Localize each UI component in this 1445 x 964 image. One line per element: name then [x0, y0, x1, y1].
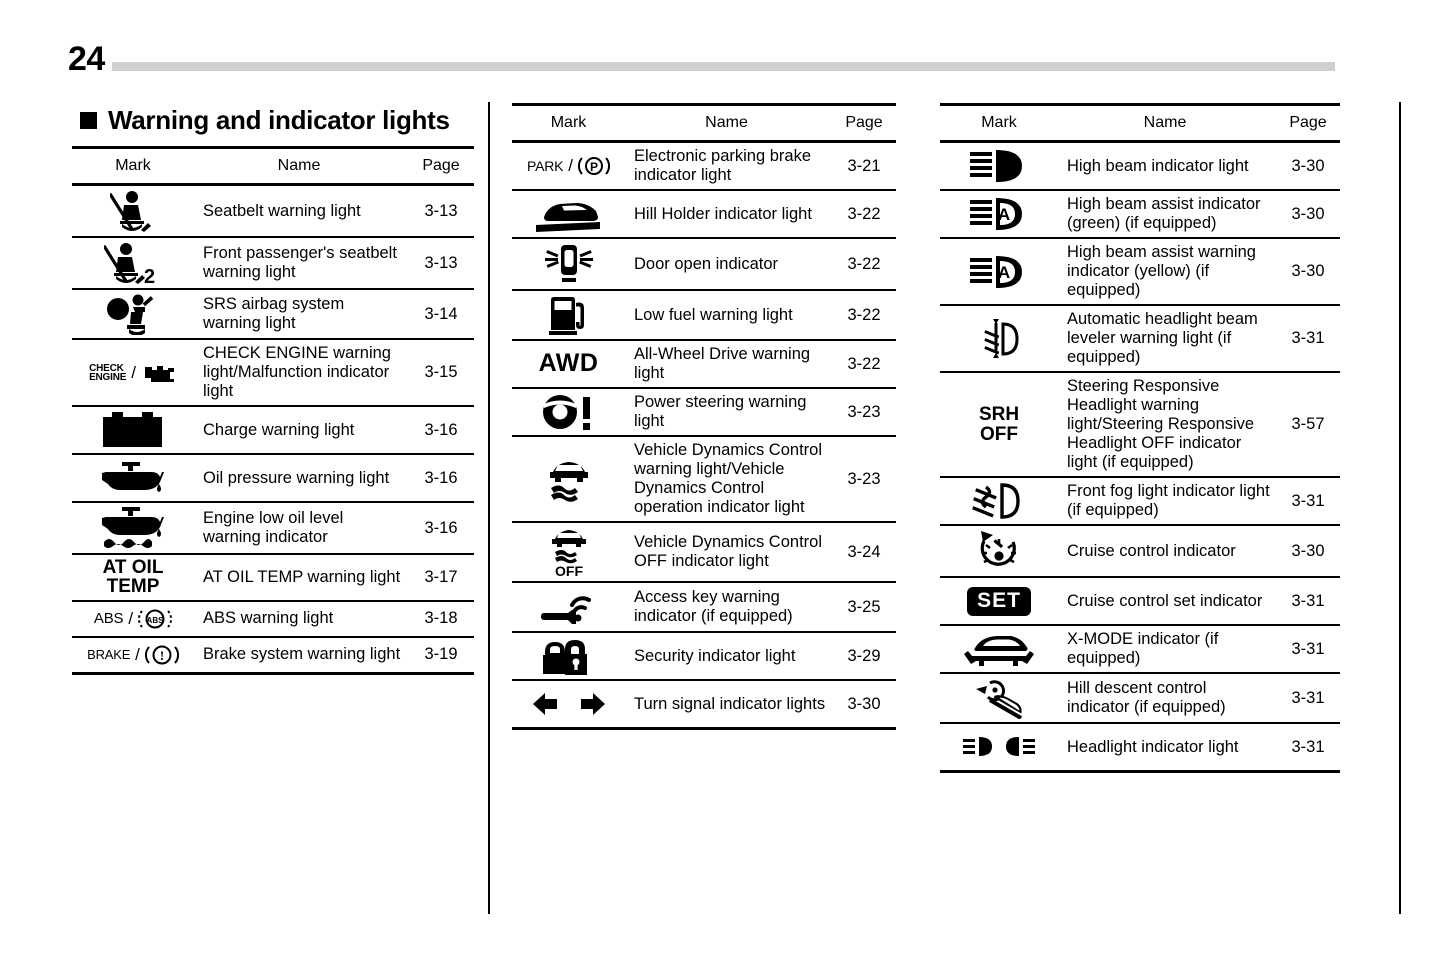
table-row — [940, 238, 1340, 305]
page-cell: 3-13 — [424, 253, 458, 272]
name-cell: Access key warning indicator (if equipped) — [634, 588, 793, 625]
svg-text:ABS: ABS — [146, 615, 164, 625]
access-key-icon — [514, 586, 623, 628]
mark-cell — [512, 142, 625, 191]
table-row — [940, 477, 1340, 525]
table-body-3 — [940, 142, 1340, 772]
page-cell: 3-23 — [847, 469, 881, 488]
name-cell: Low fuel warning light — [634, 305, 793, 324]
page-cell: 3-19 — [424, 645, 458, 664]
header-mark: Mark — [981, 114, 1017, 131]
name-cell: Vehicle Dynamics Control warning light/Vehicle Dynamics Control operation indicator light — [634, 441, 822, 516]
svg-text:2: 2 — [144, 266, 156, 285]
headlight-indicator-icon — [942, 727, 1056, 767]
warning-lights-table-1 — [72, 146, 474, 675]
table-header-row — [72, 148, 474, 185]
table-header-1 — [72, 148, 474, 185]
mark-cell — [940, 372, 1058, 477]
table-body-1 — [72, 185, 474, 674]
check-engine-icon — [74, 361, 192, 385]
table-row — [512, 238, 896, 290]
table-row — [512, 388, 896, 436]
mark-cell — [512, 190, 625, 238]
table-row — [72, 339, 474, 406]
abs-icon — [74, 605, 192, 633]
svg-text:P: P — [590, 160, 599, 174]
name-cell: Door open indicator — [634, 254, 779, 273]
mark-cell — [72, 554, 194, 601]
name-cell: Automatic headlight beam leveler warning light (if equipped) — [1067, 310, 1258, 366]
mark-cell — [940, 525, 1058, 577]
mark-cell — [72, 454, 194, 502]
name-cell: ABS warning light — [203, 609, 334, 628]
column-3 — [910, 100, 1445, 930]
mark-cell — [940, 673, 1058, 723]
page-cell: 3-31 — [1291, 688, 1325, 707]
mark-cell — [72, 185, 194, 238]
name-cell: Turn signal indicator lights — [634, 694, 826, 713]
high-beam-assist-green-icon — [942, 194, 1056, 234]
low-fuel-icon — [514, 294, 623, 336]
page-cell: 3-31 — [1291, 491, 1325, 510]
header-page: Page — [845, 114, 883, 131]
hill-descent-control-icon — [942, 677, 1056, 719]
name-cell: Hill descent control indicator (if equipped) — [1067, 679, 1226, 716]
vdc-warning-icon — [514, 456, 623, 502]
passenger-seatbelt-warning-icon — [74, 241, 192, 285]
header-name: Name — [705, 114, 748, 131]
park-label: PARK — [526, 158, 564, 174]
warning-lights-table-2 — [512, 103, 896, 730]
table-row — [512, 290, 896, 340]
page-cell: 3-16 — [424, 518, 458, 537]
mark-cell — [72, 339, 194, 406]
page-cell: 3-16 — [424, 468, 458, 487]
seatbelt-warning-icon — [74, 189, 192, 233]
table-row — [72, 601, 474, 637]
table-header-row — [512, 105, 896, 142]
table-row — [72, 406, 474, 454]
header-mark: Mark — [550, 114, 587, 131]
table-row — [72, 637, 474, 674]
name-cell: AT OIL TEMP warning light — [203, 567, 401, 586]
srs-airbag-icon — [74, 293, 192, 335]
page-cell: 3-24 — [847, 542, 881, 561]
at-oil-temp-text-icon: AT OIL TEMP — [102, 557, 164, 598]
name-cell: Charge warning light — [203, 420, 355, 439]
page-cell: 3-31 — [1291, 639, 1325, 658]
section-heading-text: Warning and indicator lights — [108, 105, 450, 135]
mark-cell — [512, 388, 625, 436]
header-page: Page — [422, 157, 460, 174]
x-mode-icon — [942, 629, 1056, 669]
set-label: SET — [967, 587, 1031, 616]
cruise-control-set-icon — [942, 581, 1056, 621]
column-2 — [490, 100, 910, 930]
mark-cell — [512, 680, 625, 729]
header-name: Name — [1143, 114, 1187, 131]
name-cell: SRS airbag system warning light — [203, 295, 345, 332]
mark-cell — [72, 406, 194, 454]
page-cell: 3-30 — [847, 694, 881, 713]
abs-label: ABS — [93, 610, 124, 628]
mark-cell — [512, 290, 625, 340]
header-name: Name — [277, 157, 321, 174]
svg-text:!: ! — [159, 647, 165, 663]
mark-cell — [512, 238, 625, 290]
engine-glyph-icon — [141, 361, 177, 385]
name-cell: Cruise control indicator — [1067, 541, 1236, 560]
battery-charge-icon — [74, 410, 192, 450]
mark-cell — [940, 142, 1058, 191]
mark-cell — [940, 305, 1058, 372]
name-cell: Cruise control set indicator — [1067, 591, 1263, 610]
mark-cell — [940, 723, 1058, 772]
header-page: Page — [1289, 114, 1327, 131]
mark-cell — [512, 632, 625, 680]
mark-cell — [940, 577, 1058, 625]
table-row — [512, 522, 896, 582]
slash-separator: / — [131, 362, 136, 382]
auto-headlight-beam-leveler-icon — [942, 316, 1056, 362]
table-row — [940, 723, 1340, 772]
table-row — [72, 185, 474, 238]
header-mark: Mark — [115, 157, 151, 174]
svg-text:OFF: OFF — [554, 563, 583, 578]
table-row — [72, 502, 474, 554]
electronic-parking-brake-icon — [514, 152, 623, 180]
page-cell: 3-30 — [1291, 262, 1325, 280]
page-cell: 3-22 — [847, 204, 881, 223]
table-row — [512, 340, 896, 388]
page-cell: 3-23 — [847, 402, 881, 421]
front-fog-light-icon — [942, 481, 1056, 521]
page-cell: 3-22 — [847, 254, 881, 273]
column-1 — [0, 100, 490, 930]
table-row — [512, 680, 896, 729]
name-cell: Headlight indicator light — [1067, 737, 1239, 756]
page-cell: 3-15 — [424, 363, 458, 381]
abs-ring-glyph-icon — [138, 605, 172, 633]
name-cell: Vehicle Dynamics Control OFF indicator light — [634, 533, 822, 570]
table-row — [940, 673, 1340, 723]
name-cell: Steering Responsive Headlight warning light/Steering Responsive Headlight OFF indicator light (if equipped) — [1067, 377, 1255, 471]
door-open-icon — [514, 242, 623, 286]
name-cell: Power steering warning light — [634, 393, 807, 430]
table-row — [72, 454, 474, 502]
engine-low-oil-level-icon — [74, 506, 192, 550]
page-cell: 3-31 — [1291, 591, 1325, 610]
table-header-2 — [512, 105, 896, 142]
table-row — [512, 142, 896, 191]
mark-cell — [72, 289, 194, 339]
table-header-row — [940, 105, 1340, 142]
header-rule — [112, 62, 1335, 71]
brake-label: BRAKE — [87, 647, 131, 663]
table-row — [512, 582, 896, 632]
table-row — [72, 289, 474, 339]
page-cell: 3-17 — [424, 567, 458, 586]
page-cell: 3-30 — [1291, 204, 1325, 223]
page-cell: 3-22 — [847, 305, 881, 324]
page-cell: 3-30 — [1291, 156, 1325, 175]
awd-text-icon: AWD — [538, 349, 599, 378]
bullet-square-icon — [80, 112, 97, 129]
table-row — [72, 554, 474, 601]
name-cell: Brake system warning light — [203, 645, 401, 664]
mark-cell — [512, 340, 625, 388]
page-cell: 3-30 — [1291, 541, 1325, 560]
mark-cell — [512, 522, 625, 582]
content-columns — [0, 100, 1445, 930]
srh-off-text-icon: SRH OFF — [978, 404, 1020, 445]
name-cell: Seatbelt warning light — [203, 201, 361, 220]
page-cell: 3-31 — [1291, 329, 1325, 347]
page-number: 24 — [68, 40, 105, 78]
name-cell: Front fog light indicator light (if equipped) — [1067, 482, 1270, 519]
table-row — [940, 525, 1340, 577]
name-cell: Security indicator light — [634, 646, 796, 665]
page-header — [0, 0, 1445, 100]
mark-cell — [72, 502, 194, 554]
name-cell: Oil pressure warning light — [203, 468, 390, 487]
high-beam-icon — [942, 146, 1056, 186]
slash-separator: / — [128, 608, 134, 628]
name-cell: High beam indicator light — [1067, 156, 1249, 175]
high-beam-assist-yellow-icon — [942, 252, 1056, 292]
cruise-control-icon — [942, 529, 1056, 573]
svg-text:A: A — [997, 205, 1011, 224]
power-steering-icon — [514, 392, 623, 432]
name-cell: All-Wheel Drive warning light — [634, 345, 811, 382]
mark-cell — [72, 637, 194, 674]
name-cell: Front passenger's seatbelt warning light — [203, 244, 397, 281]
table-row — [940, 305, 1340, 372]
table-row — [512, 632, 896, 680]
table-header-3 — [940, 105, 1340, 142]
vdc-off-icon — [514, 526, 623, 578]
name-cell: Electronic parking brake indicator light — [634, 147, 812, 184]
table-row — [940, 625, 1340, 673]
table-row — [512, 436, 896, 522]
name-cell: CHECK ENGINE warning light/Malfunction indicator light — [203, 344, 391, 400]
page-cell: 3-57 — [1291, 415, 1325, 433]
svg-text:A: A — [997, 262, 1011, 282]
name-cell: Hill Holder indicator light — [634, 204, 812, 223]
park-brake-ring-glyph-icon — [578, 152, 610, 180]
name-cell: High beam assist warning indicator (yellow) (if equipped) — [1067, 243, 1256, 299]
brake-ring-glyph-icon — [145, 641, 179, 669]
warning-lights-table-3 — [940, 103, 1340, 773]
table-row — [940, 577, 1340, 625]
mark-cell — [940, 477, 1058, 525]
page-cell: 3-13 — [424, 201, 458, 220]
oil-pressure-icon — [74, 458, 192, 498]
page-cell: 3-22 — [847, 354, 881, 373]
mark-cell — [940, 625, 1058, 673]
table-row — [512, 190, 896, 238]
mark-cell — [512, 582, 625, 632]
table-row — [72, 237, 474, 289]
table-body-2 — [512, 142, 896, 729]
slash-separator: / — [568, 156, 574, 175]
section-heading — [80, 105, 474, 136]
page-cell: 3-14 — [424, 304, 458, 323]
page-cell: 3-29 — [847, 646, 881, 665]
slash-separator: / — [135, 644, 140, 664]
name-cell: X-MODE indicator (if equipped) — [1067, 630, 1219, 667]
table-row — [940, 142, 1340, 191]
brake-system-icon — [74, 641, 192, 669]
check-engine-label: CHECK ENGINE — [89, 362, 127, 383]
page-cell: 3-25 — [847, 597, 881, 616]
hill-holder-icon — [514, 194, 623, 234]
table-row — [940, 190, 1340, 238]
name-cell: Engine low oil level warning indicator — [203, 509, 344, 546]
page-cell: 3-31 — [1291, 737, 1325, 756]
page-cell: 3-18 — [424, 609, 458, 628]
page-cell: 3-21 — [847, 156, 881, 175]
page-cell: 3-16 — [424, 420, 458, 439]
mark-cell — [940, 238, 1058, 305]
turn-signal-icon — [514, 684, 623, 724]
mark-cell — [940, 190, 1058, 238]
mark-cell — [512, 436, 625, 522]
mark-cell — [72, 601, 194, 637]
table-row — [940, 372, 1340, 477]
mark-cell — [72, 237, 194, 289]
security-lock-icon — [514, 636, 623, 676]
name-cell: High beam assist indicator (green) (if equipped) — [1067, 195, 1261, 232]
